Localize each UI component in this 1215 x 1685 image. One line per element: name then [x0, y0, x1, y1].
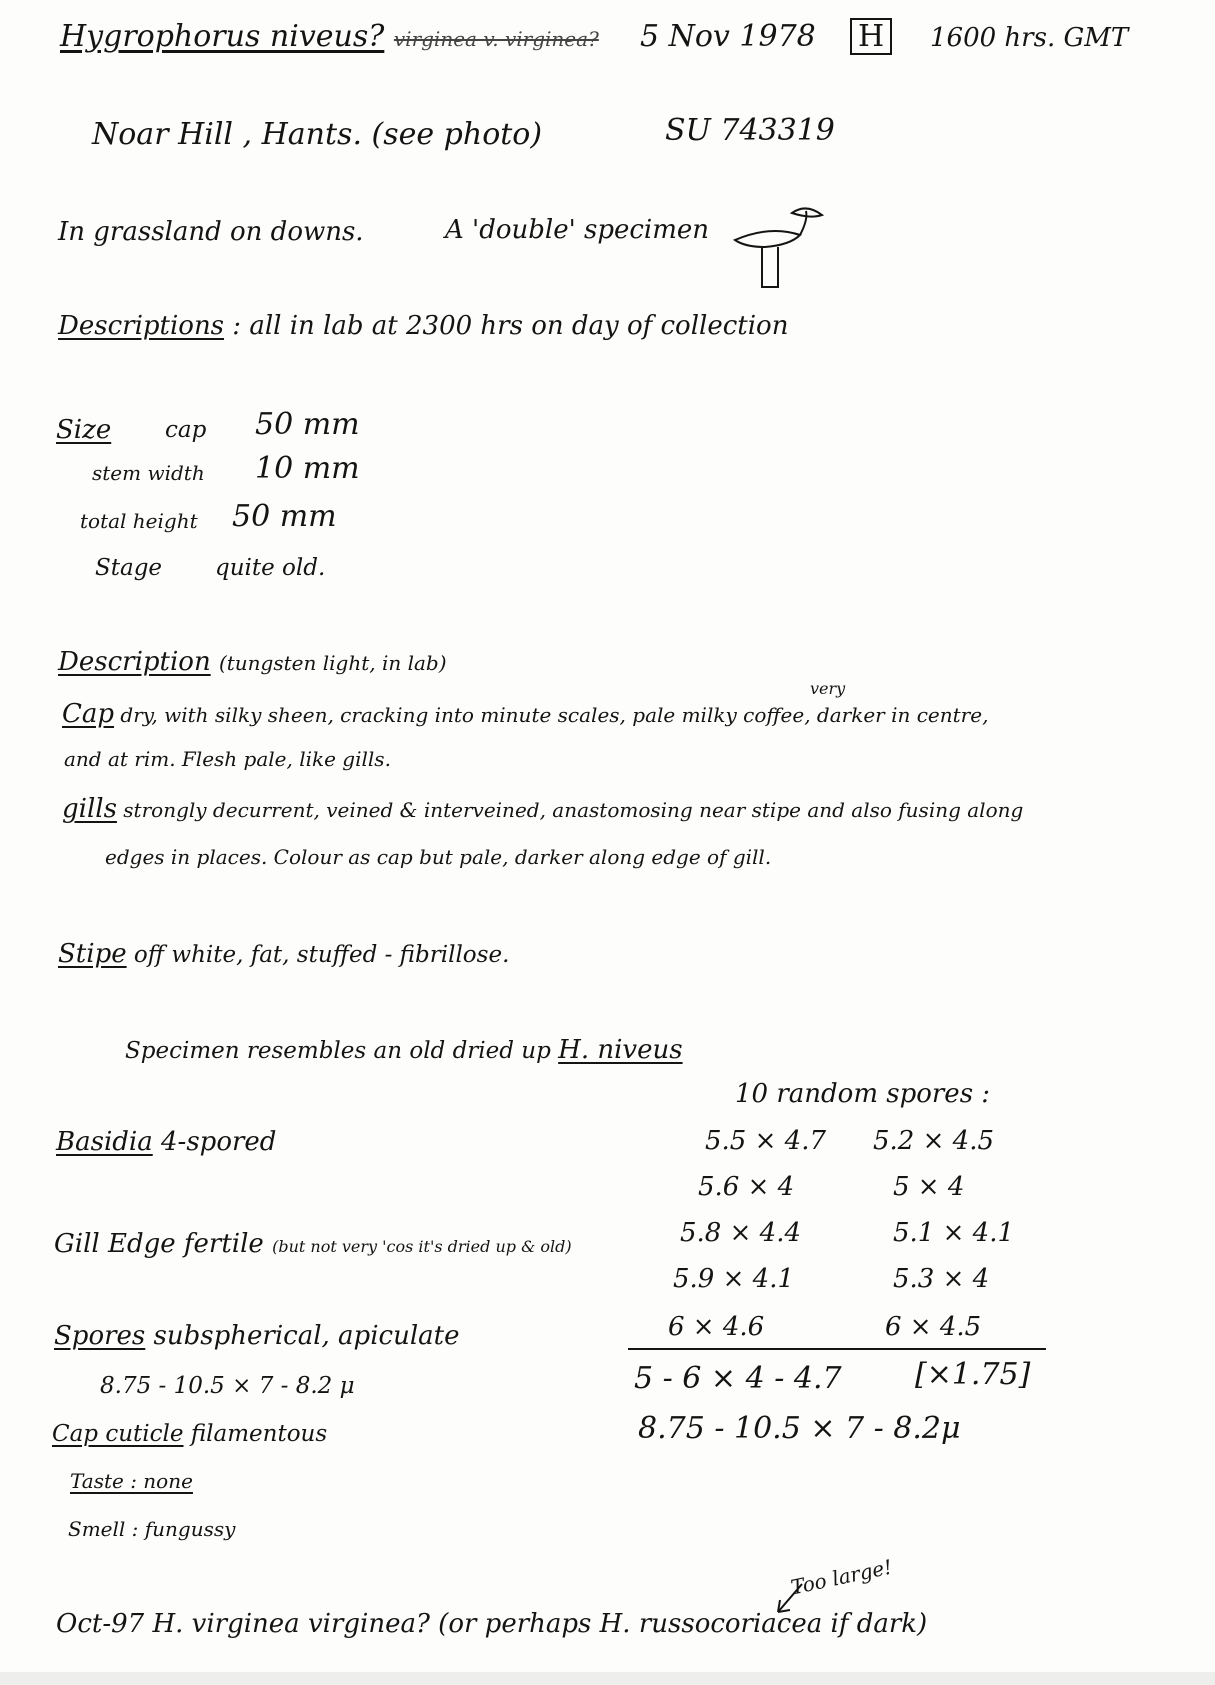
- spore-measurement: 5.2 × 4.5: [873, 1126, 995, 1156]
- header-line: [60, 20, 599, 53]
- stipe-description: [58, 940, 509, 969]
- description-note: (tungsten light, in lab): [218, 651, 447, 675]
- descriptions-label: Descriptions: [58, 311, 225, 341]
- size-heading: Size: [56, 415, 112, 445]
- size-row-value: 50 mm: [255, 407, 360, 442]
- habitat-text: In grassland on downs.: [58, 217, 364, 247]
- page-bottom-edge: [0, 1672, 1215, 1685]
- spore-factor: [×1.75]: [915, 1357, 1031, 1392]
- resemblance-species: H. niveus: [558, 1035, 683, 1065]
- description-heading: [58, 648, 447, 677]
- spore-converted: 8.75 - 10.5 × 7 - 8.2μ: [638, 1411, 961, 1446]
- spore-table-row: [0, 1264, 1215, 1296]
- size-row-value: quite old.: [215, 555, 326, 581]
- cap-cuticle-label: Cap cuticle: [52, 1421, 184, 1447]
- spores-size: 8.75 - 10.5 × 7 - 8.2 μ: [100, 1373, 355, 1399]
- herbarium-mark: [850, 18, 892, 55]
- spore-table-divider: [628, 1348, 1046, 1350]
- spores-text: subspherical, apiculate: [153, 1321, 460, 1351]
- herbarium-mark-box: H: [850, 18, 892, 55]
- gills-text: strongly decurrent, veined & interveined, anastomosing near stipe and also fusing along: [123, 798, 1024, 822]
- footer-line: Oct-97 H. virginea virginea? (or perhaps H. russocoriacea if dark): [56, 1609, 928, 1639]
- cap-cuticle-text: filamentous: [190, 1421, 328, 1447]
- size-row-label: total height: [80, 509, 198, 533]
- basidia-text: 4-spored: [161, 1127, 277, 1157]
- spore-range: 5 - 6 × 4 - 4.7: [634, 1361, 842, 1396]
- resemblance-text: Specimen resembles an old dried up: [125, 1038, 551, 1064]
- grid-reference: SU 743319: [665, 113, 835, 148]
- footer-note: Too large!: [788, 1554, 895, 1600]
- size-row-label: stem width: [92, 461, 205, 485]
- spore-measurement: 5.1 × 4.1: [893, 1218, 1015, 1248]
- spores-label: Spores: [54, 1321, 146, 1351]
- taste-line: Taste : none: [70, 1469, 193, 1493]
- cap-description: [62, 700, 988, 729]
- stipe-text: off white, fat, stuffed - fibrillose.: [133, 942, 510, 968]
- descriptions-text: : all in lab at 2300 hrs on day of collection: [232, 311, 789, 341]
- cap-text: dry, with silky sheen, cracking into minute scales, pale milky coffee, darker in centre,: [120, 703, 989, 727]
- gills-label: gills: [62, 794, 117, 824]
- spore-measurement: 5.3 × 4: [893, 1264, 990, 1294]
- gills-text-continued: edges in places. Colour as cap but pale, darker along edge of gill.: [105, 845, 772, 869]
- description-label: Description: [58, 647, 211, 677]
- spore-table-row: [0, 1312, 1215, 1344]
- stipe-label: Stipe: [58, 939, 127, 969]
- spore-measurement: 5.6 × 4: [698, 1172, 795, 1202]
- gill-edge-text: fertile: [183, 1229, 264, 1259]
- collection-date: 5 Nov 1978: [640, 19, 816, 54]
- spore-table-row: [0, 1126, 1215, 1158]
- location-place: Noar Hill , Hants. (see photo): [92, 117, 543, 152]
- habitat-note: A 'double' specimen: [445, 215, 710, 245]
- size-row-value: 50 mm: [232, 499, 337, 534]
- gill-edge-note: (but not very 'cos it's dried up & old): [272, 1237, 572, 1256]
- size-row-label: Stage: [95, 555, 163, 581]
- spore-measurement: 6 × 4.6: [668, 1312, 765, 1342]
- spore-table-heading: 10 random spores :: [735, 1079, 991, 1109]
- spore-table-row: [0, 1218, 1215, 1250]
- resemblance-note: [125, 1036, 683, 1065]
- cap-label: Cap: [62, 699, 115, 729]
- spore-measurement: 5.5 × 4.7: [705, 1126, 827, 1156]
- spore-table-row: [0, 1172, 1215, 1204]
- cap-very-insert: very: [810, 679, 846, 698]
- descriptions-heading: [58, 312, 788, 341]
- gill-edge-label: Gill Edge: [54, 1229, 176, 1259]
- basidia-label: Basidia: [56, 1127, 153, 1157]
- size-row-value: 10 mm: [255, 451, 360, 486]
- spore-measurement: 5.8 × 4.4: [680, 1218, 802, 1248]
- cap-cuticle-line: [52, 1422, 327, 1447]
- spore-measurement: 6 × 4.5: [885, 1312, 982, 1342]
- collection-time: 1600 hrs. GMT: [930, 23, 1129, 53]
- size-row-label: cap: [165, 417, 207, 443]
- gills-description: [62, 795, 1023, 824]
- spore-measurement: 5.9 × 4.1: [673, 1264, 795, 1294]
- mushroom-sketch-icon: [730, 205, 840, 295]
- spore-measurement: 5 × 4: [893, 1172, 965, 1202]
- alt-species-name: virginea v. virginea?: [393, 27, 599, 51]
- species-name: Hygrophorus niveus?: [60, 19, 385, 54]
- cap-text-continued: and at rim. Flesh pale, like gills.: [64, 747, 391, 771]
- smell-line: Smell : fungussy: [68, 1517, 236, 1541]
